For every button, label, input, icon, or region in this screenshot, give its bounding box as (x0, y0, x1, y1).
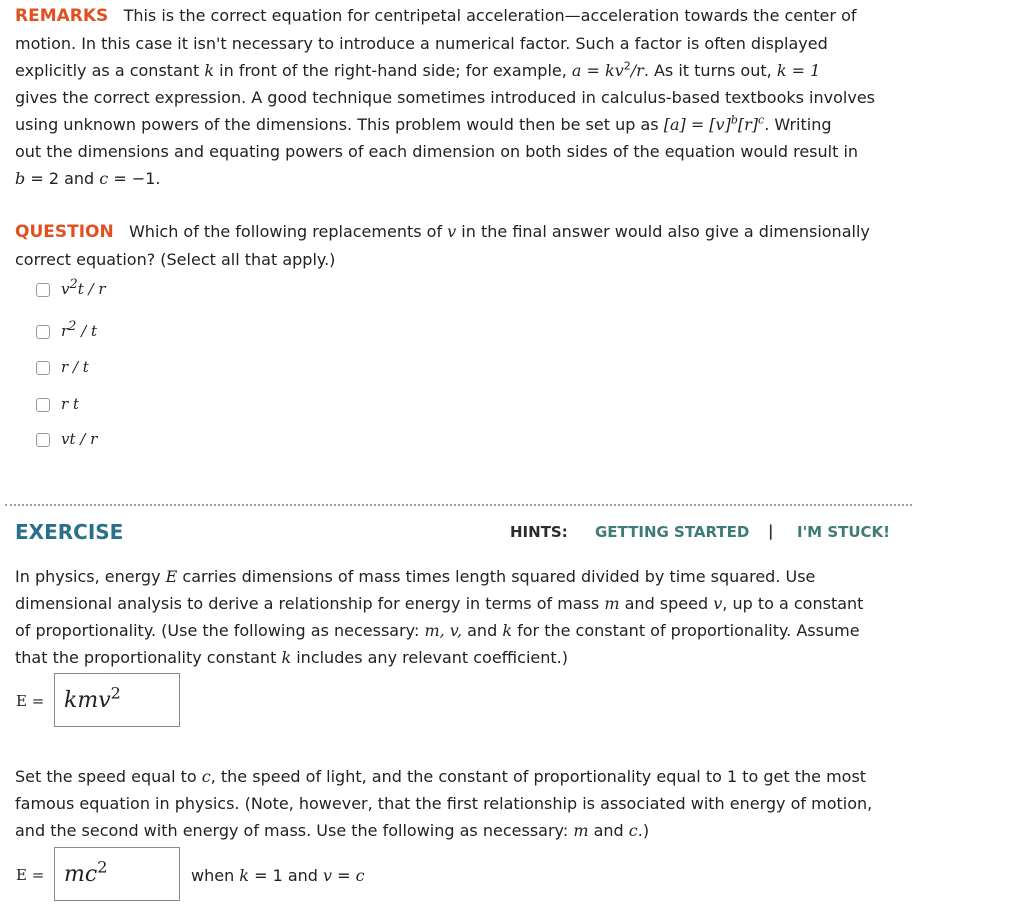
question-line-1a: Which of the following replacements of (128, 222, 448, 241)
math-dim-r: [r] (737, 115, 759, 134)
text: = 1 and (249, 866, 324, 885)
math-m: m (604, 594, 620, 613)
option-label: vt / r (61, 430, 98, 448)
remarks-line-5d: . Writing (764, 115, 832, 134)
option-label: r / t (61, 358, 89, 376)
hint-separator: | (768, 522, 774, 540)
when-condition (191, 866, 365, 885)
answer-input-1[interactable] (54, 673, 180, 727)
remarks-line-4: gives the correct expression. A good technique sometimes introduced in calculus-based textbooks involves (15, 88, 875, 107)
text: dimensional analysis to derive a relationship for energy in terms of mass (15, 594, 605, 613)
text: of proportionality. (Use the following as necessary: (15, 621, 425, 640)
text: = (332, 866, 356, 885)
dotted-divider (5, 504, 912, 506)
math-k: k (281, 648, 292, 667)
text: includes any relevant coefficient.) (291, 648, 568, 667)
option-exp: 2 (69, 277, 78, 292)
math-k: k (502, 621, 513, 640)
math-k: k (204, 61, 215, 80)
math-E: E (165, 567, 178, 586)
answer-1-exp: 2 (110, 683, 121, 703)
math-dim-a-v: [a] = [v] (663, 115, 731, 134)
equation-1-label: E = (16, 692, 45, 710)
remarks-line-3a: explicitly as a constant (15, 61, 205, 80)
option-rest: / t (76, 322, 98, 340)
text: .) (637, 821, 650, 840)
math-k: k (239, 866, 249, 885)
math-c: c (355, 866, 365, 885)
option-checkbox[interactable] (36, 361, 50, 375)
math-exp-b: b (730, 113, 738, 127)
remarks-paragraph (15, 2, 915, 192)
remarks-line-2: motion. In this case it isn't necessary to introduce a numerical factor. Such a factor is often displayed (15, 34, 828, 53)
remarks-line-7a: = 2 and (25, 169, 100, 188)
text: and (462, 621, 503, 640)
exercise-paragraph-1 (15, 563, 915, 671)
math-v: v (323, 866, 333, 885)
math-b: b (15, 169, 26, 188)
text: and the second with energy of mass. Use the following as necessary: (15, 821, 574, 840)
option-base: r (61, 322, 69, 340)
math-k-eq-1: k = 1 (776, 61, 821, 80)
text: and (588, 821, 629, 840)
text: when (191, 866, 240, 885)
answer-1-value: kmv (64, 688, 111, 713)
text: carries dimensions of mass times length squared divided by time squared. Use (177, 567, 816, 586)
answer-input-2[interactable] (54, 847, 180, 901)
text: , the speed of light, and the constant of proportionality equal to 1 to get the most (210, 767, 867, 786)
text: In physics, energy (15, 567, 166, 586)
math-exp-c: c (758, 113, 765, 127)
remarks-line-6: out the dimensions and equating powers of each dimension on both sides of the equation would result in (15, 142, 859, 161)
hints-label: HINTS: (510, 523, 568, 541)
math-vars: m, v, (424, 621, 463, 640)
question-label: QUESTION (15, 222, 114, 242)
question-paragraph (15, 218, 915, 273)
exercise-title: EXERCISE (15, 520, 124, 544)
math-v: v (713, 594, 723, 613)
hint-im-stuck-link[interactable]: I'M STUCK! (797, 523, 891, 541)
remarks-line-3c: . As it turns out, (643, 61, 777, 80)
text: for the constant of proportionality. Assume (512, 621, 860, 640)
question-line-2: correct equation? (Select all that apply.) (15, 250, 336, 269)
hint-getting-started-link[interactable]: GETTING STARTED (595, 523, 750, 541)
option-rest: t / r (77, 280, 106, 298)
text: Set the speed equal to (15, 767, 202, 786)
math-m: m (573, 821, 589, 840)
math-v: v (447, 222, 457, 241)
remarks-line-1: This is the correct equation for centripetal acceleration—acceleration towards the center of (123, 6, 857, 25)
text: and speed (619, 594, 714, 613)
equation-2-label: E = (16, 866, 45, 884)
option-checkbox[interactable] (36, 433, 50, 447)
option-base: v (61, 280, 70, 298)
option-label: r t (61, 395, 79, 413)
math-eq-r: /r (630, 61, 644, 80)
option-exp: 2 (68, 319, 77, 334)
text: that the proportionality constant (15, 648, 282, 667)
math-c: c (99, 169, 109, 188)
math-exp: 2 (623, 59, 631, 73)
math-c: c (201, 767, 211, 786)
option-checkbox[interactable] (36, 325, 50, 339)
option-checkbox[interactable] (36, 398, 50, 412)
remarks-line-3b: in front of the right-hand side; for example, (214, 61, 572, 80)
remarks-line-5a: using unknown powers of the dimensions. This problem would then be set up as (15, 115, 664, 134)
answer-2-value: mc (64, 862, 98, 887)
math-c: c (628, 821, 638, 840)
text: famous equation in physics. (Note, however, that the first relationship is associated with energy of motion, (15, 794, 873, 813)
question-line-1b: in the final answer would also give a dimensionally (456, 222, 870, 241)
text: , up to a constant (722, 594, 864, 613)
math-eq-a: a = kv (571, 61, 624, 80)
option-checkbox[interactable] (36, 283, 50, 297)
exercise-paragraph-2 (15, 763, 915, 844)
remarks-label: REMARKS (15, 6, 109, 26)
answer-2-exp: 2 (97, 857, 108, 877)
remarks-line-7d: = −1. (108, 169, 161, 188)
